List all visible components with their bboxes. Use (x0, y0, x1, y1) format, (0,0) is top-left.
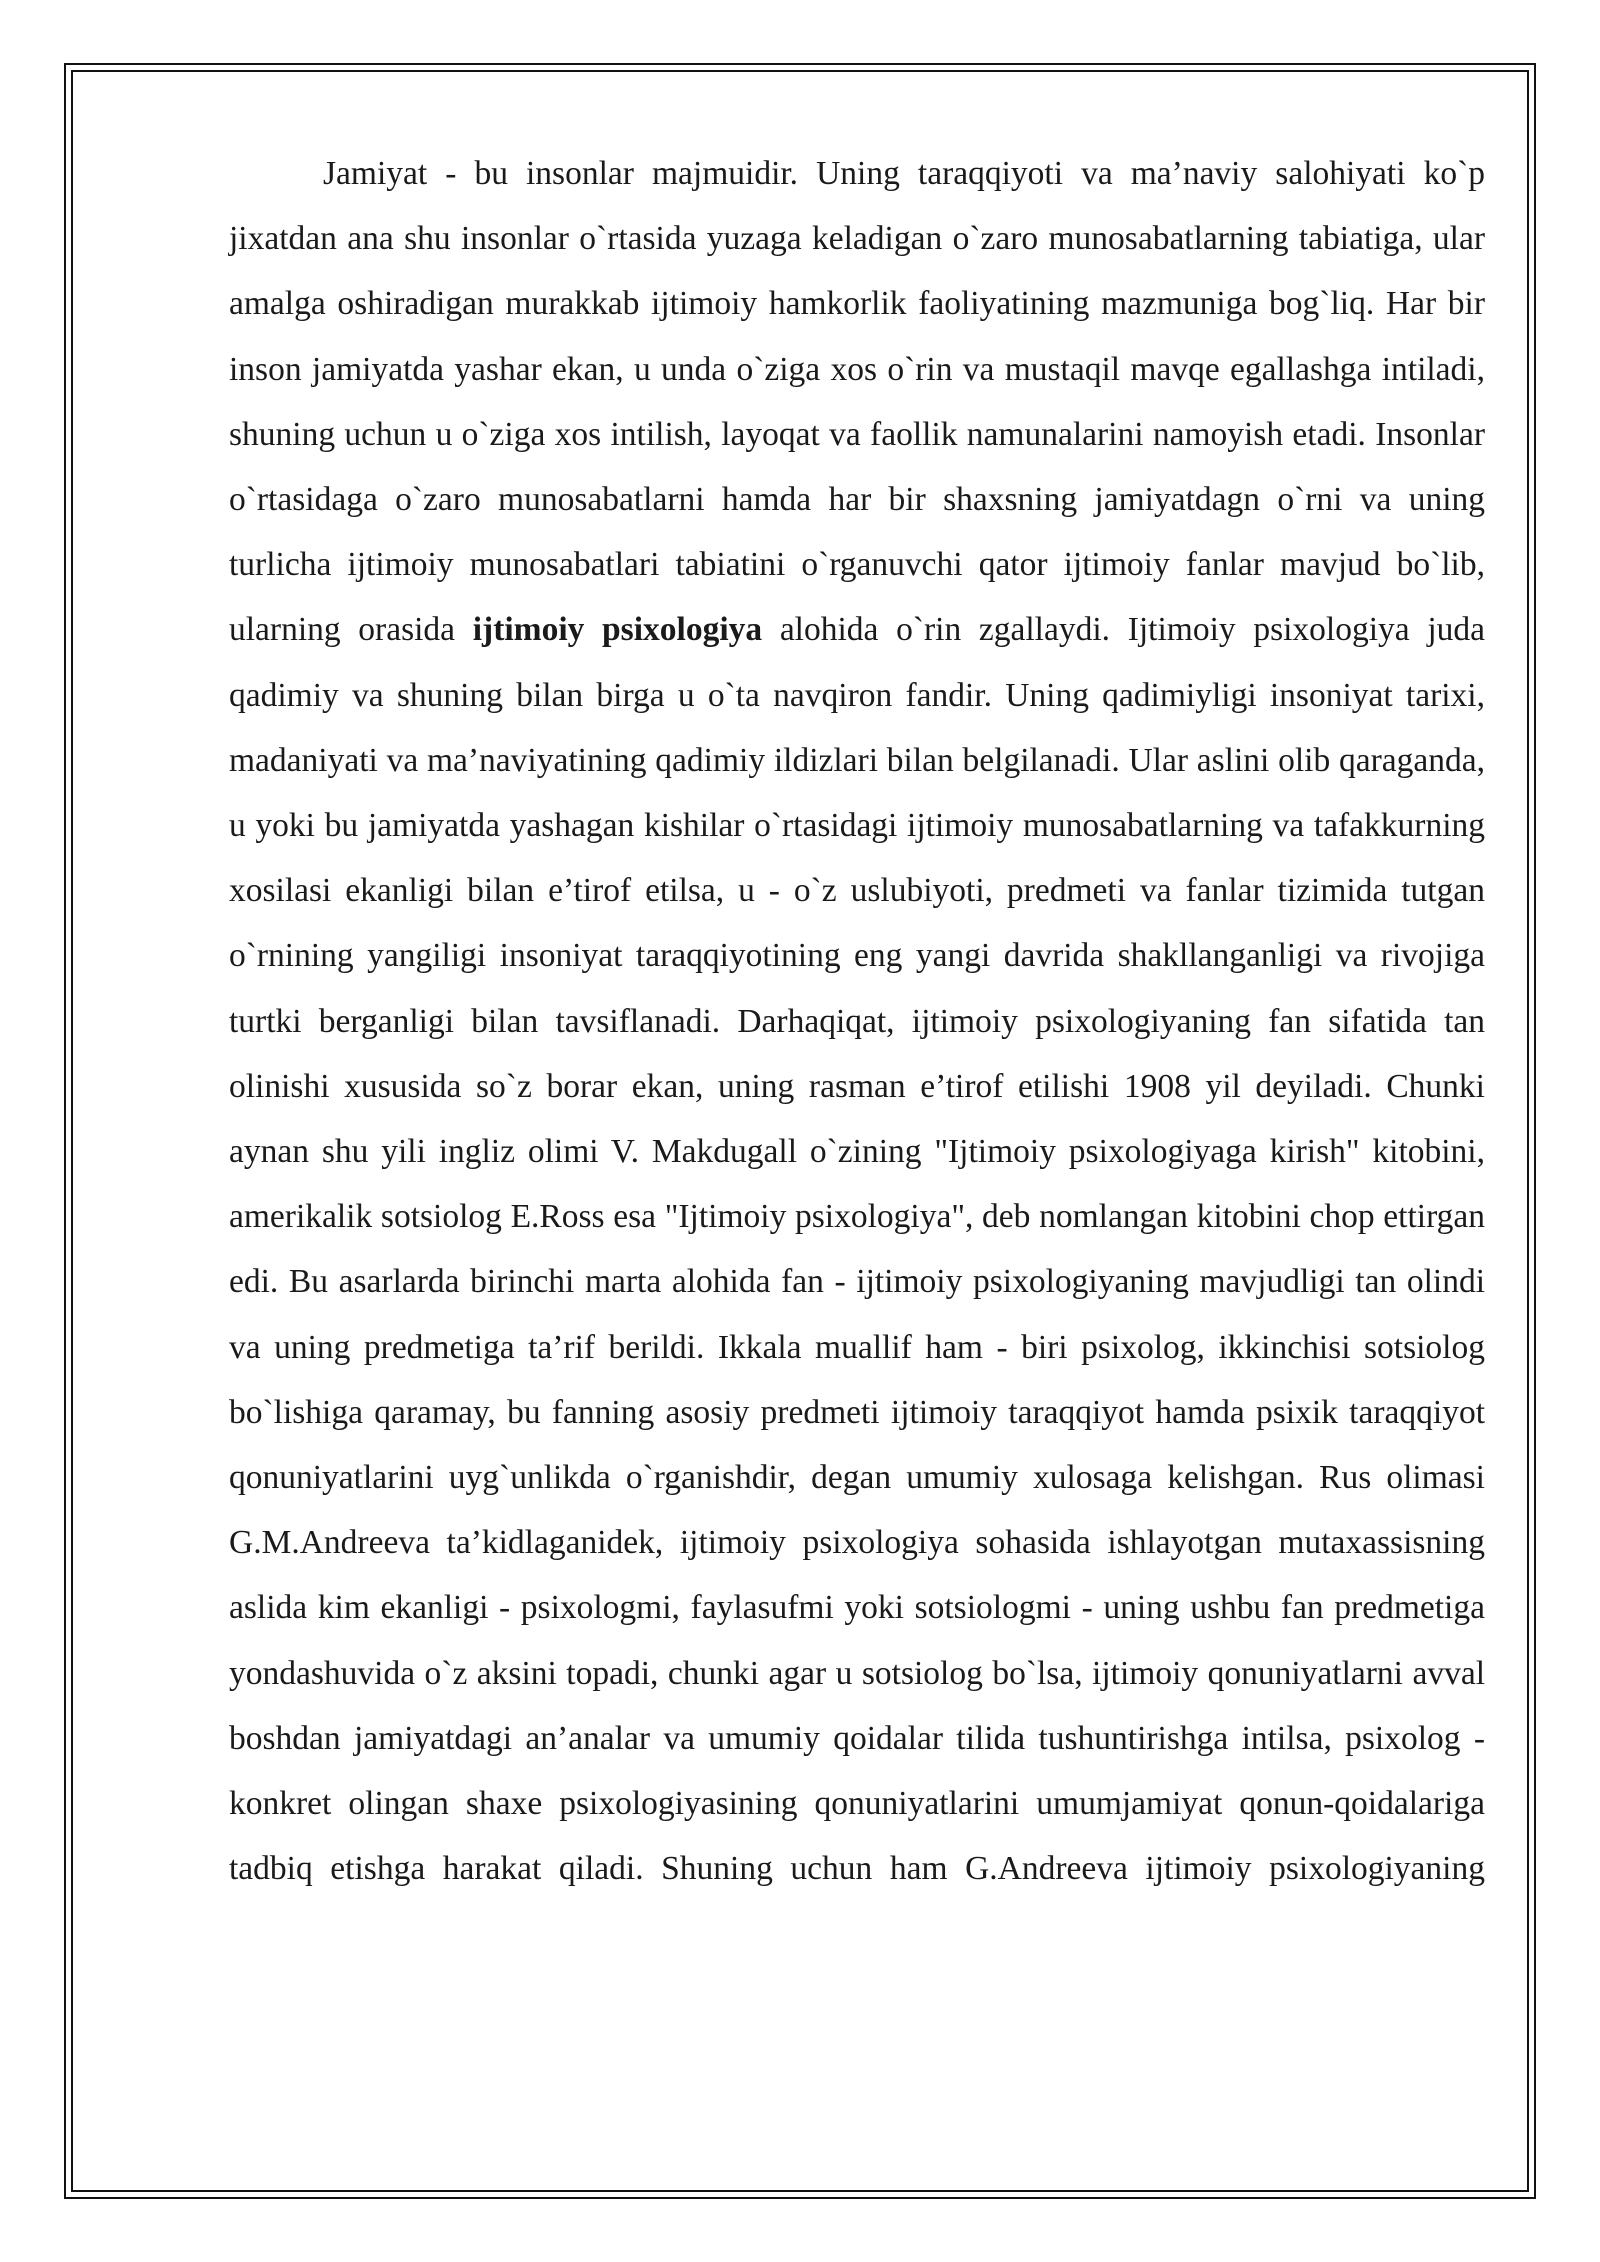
paragraph-text-after-term: alohida o`rin zgallaydi. Ijtimoiy psixologiya juda qadimiy va shuning bilan birga u o`ta navqiron fandir. Uning qadimiyligi insoniyat tarixi, madaniyati va ma’naviyatining qadimiy ildizlari bilan belgilanadi. Ular aslini olib qaraganda, u yoki bu jamiyatda yashagan kishilar o`rtasidagi ijtimoiy munosabatlarning va tafakkurning xosilasi ekanligi bilan e’tirof etilsa, u - o`z uslubiyoti, predmeti va fanlar tizimida tutgan o`rnining yangiligi insoniyat taraqqiyotining eng yangi davrida shakllanganligi va rivojiga turtki berganligi bilan tavsiflanadi. Darhaqiqat, ijtimoiy psixologiyaning fan sifatida tan olinishi xususida so`z borar ekan, uning rasman e’tirof etilishi 1908 yil deyiladi. Chunki aynan shu yili ingliz olimi V. Makdugall o`zining "Ijtimoiy psixologiyaga kirish" kitobini, amerikalik sotsiolog E.Ross esa "Ijtimoiy psixologiya", deb nomlangan kitobini chop ettirgan edi. Bu asarlarda birinchi marta alohida fan - ijtimoiy psixologiyaning mavjudligi tan olindi va uning predmetiga ta’rif berildi. Ikkala muallif ham - biri psixolog, ikkinchisi sotsiolog bo`lishiga qaramay, bu fanning asosiy predmeti ijtimoiy taraqqiyot hamda psixik taraqqiyot qonuniyatlarini uyg`unlikda o`rganishdir, degan umumiy xulosaga kelishgan. Rus olimasi G.M.Andreeva ta’kidlaganidek, ijtimoiy psixologiya sohasida ishlayotgan mutaxassisning aslida kim ekanligi - psixologmi, faylasufmi yoki sotsiologmi - uning ushbu fan predmetiga yondashuvida o`z aksini topadi, chunki agar u sotsiolog bo`lsa, ijtimoiy qonuniyatlarni avval boshdan jamiyatdagi an’analar va umumiy qoidalar tilida tushuntirishga intilsa, psixolog - konkret olingan shaxe psixologiyasining qonuniyatlarini umumjamiyat qonun-qoidalariga tadbiq etishga harakat qiladi. Shuning uchun ham G.Andreeva ijtimoiy psixologiyaning (229, 611, 1485, 1888)
bold-term: ijtimoiy psixologiya (472, 611, 763, 649)
body-paragraph (229, 141, 1485, 1901)
paragraph-text-before-term: Jamiyat - bu insonlar majmuidir. Uning taraqqiyoti va ma’naviy salohiyati ko`p jixatdan ana shu insonlar o`rtasida yuzaga keladigan o`zaro munosabatlarning tabiatiga, ular amalga oshiradigan murakkab ijtimoiy hamkorlik faoliyatining mazmuniga bog`liq. Har bir inson jamiyatda yashar ekan, u unda o`ziga xos o`rin va mustaqil mavqe egallashga intiladi, shuning uchun u o`ziga xos intilish, layoqat va faollik namunalarini namoyish etadi. Insonlar o`rtasidaga o`zaro munosabatlarni hamda har bir shaxsning jamiyatdagn o`rni va uning turlicha ijtimoiy munosabatlari tabiatini o`rganuvchi qator ijtimoiy fanlar mavjud bo`lib, ularning orasida (229, 155, 1485, 649)
document-body (229, 141, 1485, 1901)
